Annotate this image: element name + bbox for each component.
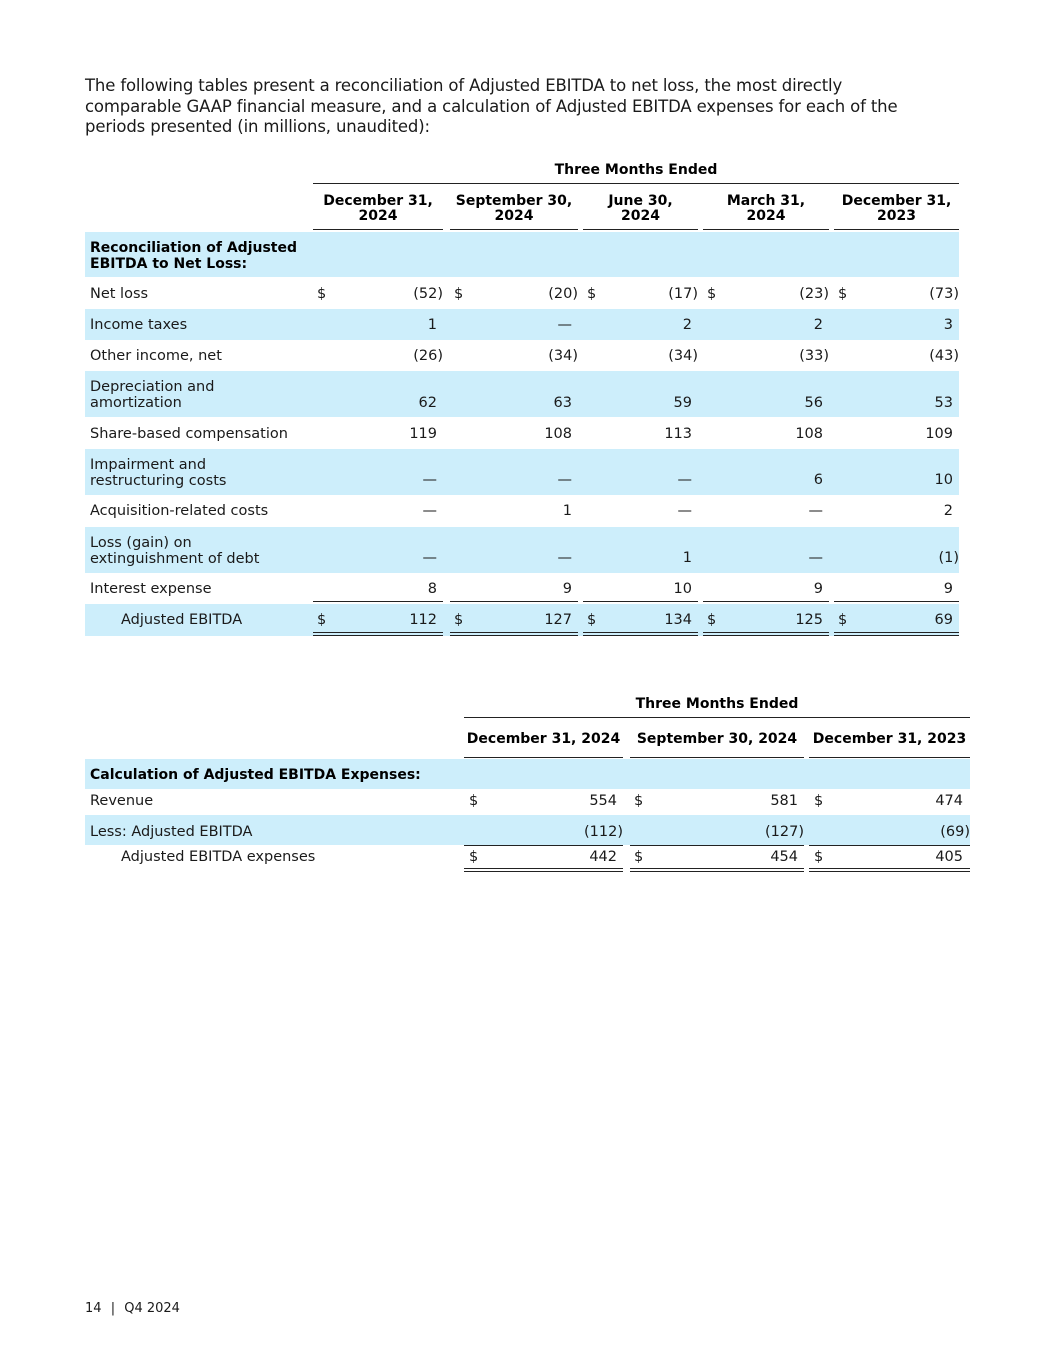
currency-symbol: $ [838,612,848,628]
row-label: Loss (gain) on extinguishment of debt [90,535,260,567]
currency-symbol: $ [707,286,717,302]
cell-value: (127) [765,824,804,840]
table2-double-rule-2 [630,868,804,872]
row-label: Adjusted EBITDA expenses [121,849,316,865]
cell-value: 442 [589,849,617,865]
table1-col-rule-3 [583,229,698,230]
currency-symbol: $ [317,286,327,302]
table2-group-rule [464,717,970,718]
cell-value: (17) [668,286,698,302]
cell-value: 59 [673,395,692,411]
cell-value: 454 [770,849,798,865]
table1-double-rule-1 [313,632,443,636]
currency-symbol: $ [469,849,479,865]
cell-value: 8 [427,581,437,597]
cell-value: 474 [935,793,963,809]
cell-value: — [422,503,437,519]
cell-value: 405 [935,849,963,865]
cell-value: (69) [940,824,970,840]
page-footer [85,1301,180,1317]
table2-col-rule-3 [809,757,970,758]
currency-symbol: $ [587,612,597,628]
cell-value: 2 [682,317,692,333]
cell-value: 56 [804,395,823,411]
cell-value: 108 [544,426,572,442]
cell-value: 1 [562,503,572,519]
cell-value: (23) [799,286,829,302]
cell-value: 9 [813,581,823,597]
cell-value: 3 [943,317,953,333]
table2-group-header: Three Months Ended [635,696,799,712]
table1-double-rule-4 [703,632,829,636]
currency-symbol: $ [469,793,479,809]
row-label: Interest expense [90,581,212,597]
table1-col-header-1: December 31, 2024 [323,193,433,224]
footer-period: Q4 2024 [124,1301,180,1316]
cell-value: 554 [589,793,617,809]
table2-total-rule-1 [464,845,623,846]
cell-value: — [557,550,572,566]
table1-double-rule-3 [583,632,698,636]
row-label: Acquisition-related costs [90,503,269,519]
cell-value: 108 [795,426,823,442]
cell-value: — [422,472,437,488]
row-label: Impairment and restructuring costs [90,457,227,489]
cell-value: 9 [943,581,953,597]
table1-double-rule-5 [834,632,959,636]
cell-value: 119 [409,426,437,442]
row-label: Revenue [90,793,154,809]
cell-value: — [808,503,823,519]
table1-total-rule-2 [450,601,578,602]
table1-total-rule-3 [583,601,698,602]
cell-value: 1 [682,550,692,566]
cell-value: 63 [553,395,572,411]
cell-value: — [808,550,823,566]
cell-value: 109 [925,426,953,442]
cell-value: — [677,472,692,488]
cell-value: 9 [562,581,572,597]
table2-section-title: Calculation of Adjusted EBITDA Expenses: [90,767,421,783]
cell-value: (34) [668,348,698,364]
table1-col-header-4: March 31, 2024 [726,193,806,224]
table1-total-rule-5 [834,601,959,602]
currency-symbol: $ [838,286,848,302]
table1-col-header-2: September 30, 2024 [455,193,573,224]
table1-section-title: Reconciliation of Adjusted EBITDA to Net Loss: [90,240,297,272]
table1-double-rule-2 [450,632,578,636]
cell-value: (43) [929,348,959,364]
table2-col-header-1: December 31, 2024 [466,731,621,747]
cell-value: 112 [409,612,437,628]
cell-value: (112) [584,824,623,840]
table1-group-rule [313,183,959,184]
table1-total-rule-4 [703,601,829,602]
cell-value: 127 [544,612,572,628]
table1-col-header-5: December 31, 2023 [841,193,952,224]
currency-symbol: $ [634,793,644,809]
row-label: Depreciation and amortization [90,379,215,411]
cell-value: (73) [929,286,959,302]
cell-value: — [677,503,692,519]
cell-value: (52) [413,286,443,302]
cell-value: 134 [664,612,692,628]
table2-col-rule-1 [464,757,623,758]
table2-col-rule-2 [630,757,804,758]
cell-value: 125 [795,612,823,628]
cell-value: (34) [548,348,578,364]
currency-symbol: $ [454,286,464,302]
cell-value: 10 [673,581,692,597]
cell-value: (20) [548,286,578,302]
table1-total-rule-1 [313,601,443,602]
cell-value: 581 [770,793,798,809]
intro-paragraph [85,76,965,138]
footer-separator: | [110,1301,116,1316]
table1-col-rule-1 [313,229,443,230]
cell-value: — [557,472,572,488]
cell-value: 53 [934,395,953,411]
intro-line-1: The following tables present a reconciliation of Adjusted EBITDA to net loss, the most directly [85,76,843,95]
cell-value: 69 [934,612,953,628]
currency-symbol: $ [454,612,464,628]
cell-value: (33) [799,348,829,364]
table1-col-header-3: June 30, 2024 [608,193,673,224]
row-label: Less: Adjusted EBITDA [90,824,253,840]
table2-total-rule-3 [809,845,970,846]
table2-double-rule-3 [809,868,970,872]
table2-total-rule-2 [630,845,804,846]
table1-col-rule-5 [834,229,959,230]
cell-value: — [557,317,572,333]
cell-value: (1) [938,550,959,566]
cell-value: — [422,550,437,566]
currency-symbol: $ [814,849,824,865]
cell-value: 2 [943,503,953,519]
table1-group-header: Three Months Ended [554,162,718,178]
row-label: Other income, net [90,348,222,364]
currency-symbol: $ [634,849,644,865]
table1-col-rule-4 [703,229,829,230]
intro-line-3: periods presented (in millions, unaudited): [85,117,430,136]
table2-col-header-2: September 30, 2024 [636,731,798,747]
row-label: Net loss [90,286,149,302]
cell-value: 2 [813,317,823,333]
table1-col-rule-2 [450,229,578,230]
cell-value: 1 [427,317,437,333]
currency-symbol: $ [707,612,717,628]
currency-symbol: $ [814,793,824,809]
currency-symbol: $ [317,612,327,628]
intro-line-2: comparable GAAP financial measure, and a calculation of Adjusted EBITDA expenses for each of the [85,96,898,116]
cell-value: 10 [934,472,953,488]
row-label: Income taxes [90,317,188,333]
cell-value: 6 [813,472,823,488]
page-number: 14 [85,1301,102,1316]
row-label: Adjusted EBITDA [121,612,243,628]
table2-col-header-3: December 31, 2023 [812,731,967,747]
cell-value: 113 [664,426,692,442]
row-label: Share-based compensation [90,426,288,442]
currency-symbol: $ [587,286,597,302]
cell-value: (26) [413,348,443,364]
cell-value: 62 [418,395,437,411]
table2-double-rule-1 [464,868,623,872]
